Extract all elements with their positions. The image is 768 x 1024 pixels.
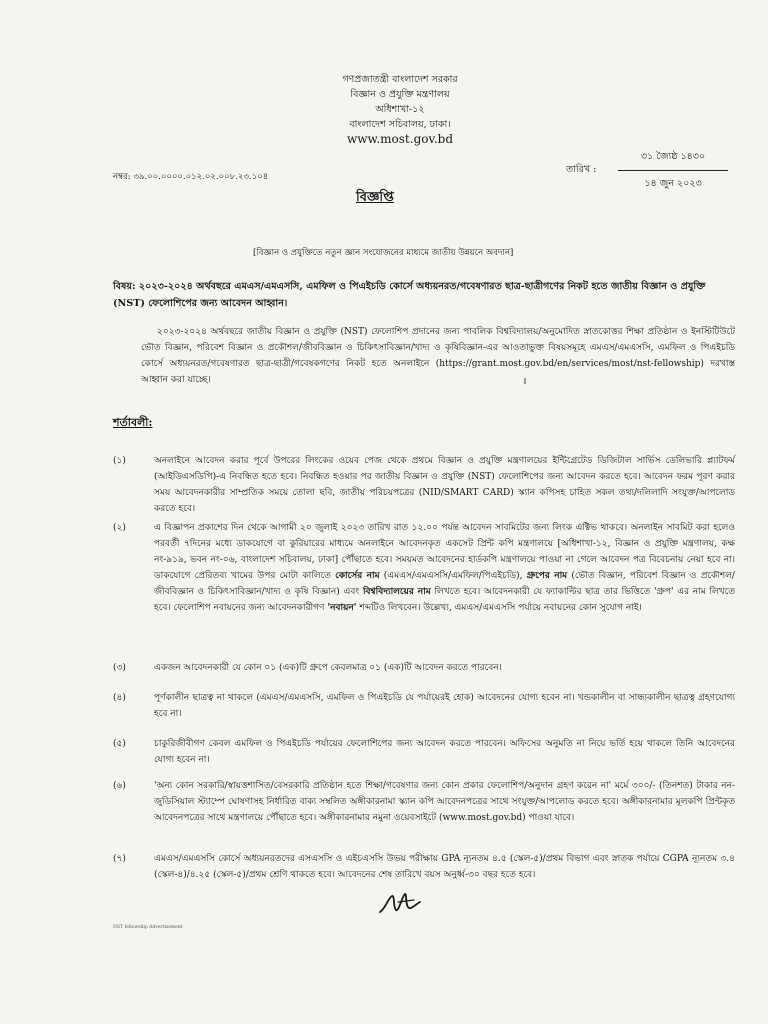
ministry-name: বিজ্ঞান ও প্রযুক্তি মন্ত্রণালয়: [350, 89, 450, 100]
condition-text: এমএস/এমএসসি কোর্সে অধ্যয়নরতদের এসএসসি ও এইচএসসি উভয় পরীক্ষায় GPA ন্যূনতম ৪.৫ (স্কেল-৫)/প্রথম বিভাগ এবং স্নাতক পর্যায়ে CGPA ন্যূনতম ৩.৪ (স্কেল-৪)/৪.২৫ (স্কেল-৫)/প্রথম শ্রেণি থাকতে হবে। আবেদনের শেষ তারিখে বয়স অনুর্ধ্ব-৩০ বছর হতে হবে।: [154, 854, 735, 880]
condition-item: [113, 778, 735, 826]
memo-number: নম্বর: ৩৯.০০.০০০০.০১২.০২.০০৮.২৩.১০৪: [113, 172, 269, 182]
footer-note: NST fellowship Advertisement: [113, 925, 183, 930]
course-name-emphasis: কোর্সের নাম: [335, 571, 380, 581]
condition-number: (১): [113, 456, 126, 466]
letterhead: [230, 72, 570, 147]
condition-text: চাকুরিজীবীগণ কেবল এমফিল ও পিএইচডি পর্যায়ের ফেলোশিপের জন্য আবেদন করতে পারবেন। অফিসের অনুমতি না নিয়ে ভর্তি হয়ে থাকলে তিনি আবেদনের যোগ্য হবেন না।: [154, 739, 735, 765]
condition-text: অনলাইনে আবেদন করার পূর্বে উপরের লিংকের ওয়েব পেজ থেকে প্রথমে বিজ্ঞান ও প্রযুক্তি মন্ত্রণালয়ের ইন্টিগ্রেটেড ডিজিটাল সার্ভিস ডেলিভারি প্ল্যাটফর্ম (আইডিএসডিপি)-এ নিবন্ধিত হতে হবে। নিবন্ধিত হওয়ার পর জাতীয় বিজ্ঞান ও প্রযুক্তি (NST) ফেলোশিপের জন্য আবেদন করতে হবে। আবেদন ফরম পূরণ করার সময় আবেদনকারীর সাম্প্রতিক সময়ে তোলা ছবি, জাতীয় পরিচয়পত্রের (NID/SMART CARD) স্ক্যান কপিসহ চাহিত সকল তথ্য/দলিলাদি সংযুক্ত/আপলোড করতে হবে।: [154, 456, 735, 514]
subject-label: বিষয়:: [113, 281, 136, 292]
condition-text-part: (ভৌত বিজ্ঞান, পরিবেশ বিজ্ঞান ও প্রকৌশল/জীববিজ্ঞান ও চিকিৎসাবিজ্ঞান/খাদ্য ও কৃষি বিজ্ঞান) এবং: [154, 571, 735, 597]
website-link[interactable]: www.most.gov.bd: [346, 132, 454, 146]
notice-title: বিজ্ঞপ্তি: [356, 190, 394, 205]
condition-text: 'অন্য কোন সরকারি/স্বায়ত্তশাসিত/বেসরকারি প্রতিষ্ঠান হতে শিক্ষা/গবেষণার জন্য কোন প্রকার ফেলোশিপ/অনুদান গ্রহণ করেন না' মর্মে ৩০০/- (তিনশত) টাকার নন-জুডিসিয়াল স্ট্যাম্পে ঘোষণাসহ নির্ধারিত বাক্য সম্বলিত অঙ্গীকারনামা স্ক্যান কপি আবেদনপত্রের সাথে সংযুক্ত/আপলোড করতে হবে। অঙ্গীকারনামার মূলকপি প্রিন্টকৃত আবেদনপত্রের সাথে মন্ত্রণালয়ে পৌঁছাতে হবে। অঙ্গীকারনামার নমুনা ওয়েবসাইটে (www.most.gov.bd) পাওয়া যাবে।: [154, 781, 735, 823]
condition-item: [113, 851, 735, 883]
condition-number: (৪): [113, 693, 126, 703]
condition-item: [113, 690, 735, 722]
intro-paragraph: ২০২৩-২০২৪ অর্থবছরে জাতীয় বিজ্ঞান ও প্রযুক্তি (NST) ফেলোশিপ প্রদানের জন্য পাবলিক বিশ্ববিদ্যালয়/অনুমোদিত স্নাতকোত্তর শিক্ষা প্রতিষ্ঠান ও ইনস্টিটিউটে ভৌত বিজ্ঞান, পরিবেশ বিজ্ঞান ও প্রকৌশল/জীববিজ্ঞান ও চিকিৎসাবিজ্ঞান/খাদ্য ও কৃষিবিজ্ঞান-এর আওতাভুক্ত বিষয়সমূহে এমএস/এমএসসি, এমফিল ও পিএইচডি কোর্সে অধ্যয়নরত/গবেষণারত ছাত্র-ছাত্রী/গবেষকগণের নিকট হতে অনলাইনে (https://grant.most.gov.bd/en/services/most/nst-fellowship) দরখাস্ত আহ্বান করা যাচ্ছে।: [141, 327, 735, 385]
govt-name: গণপ্রজাতন্ত্রী বাংলাদেশ সরকার: [342, 74, 458, 85]
condition-number: (৫): [113, 739, 126, 749]
condition-text: একজন আবেদনকারী যে কোন ০১ (এক)টি গ্রুপে কেবলমাত্র ০১ (এক)টি আবেদন করতে পারবেন।: [154, 663, 502, 673]
university-name-emphasis: বিশ্ববিদ্যালয়ের নাম: [362, 587, 431, 597]
condition-text-part: (এমএস/এমএসসি/এমফিল/পিএইচডি),: [383, 571, 523, 581]
signature-icon: [378, 890, 422, 920]
condition-text-part: এ বিজ্ঞাপন প্রকাশের দিন থেকে আগামী ২০ জুলাই ২০২৩ তারিখ রাত ১২.০০ পর্যন্ত আবেদন সাবমিটের জন্য লিংক এক্টিভ থাকবে। অনলাইন সাবমিট করা হলেও পরবর্তী ৭দিনের মধ্যে ডাকযোগে বা কুরিয়ারের মাধ্যমে অনলাইনে আবেদনকৃত একসেট প্রিন্ট কপি মন্ত্রণালয়ে [অধিশাখা-১২, বিজ্ঞান ও প্রযুক্তি মন্ত্রণালয়, কক্ষ নং-৯১৯, ভবন নং-০৬, বাংলাদেশ সচিবালয়, ঢাকা] পৌঁছাতে হবে। সময়মত আবেদনের হার্ডকপি মন্ত্রণালয়ে পাওয়া না গেলে আবেদন পত্র বিবেচনায় নেয়া হবে না। ডাকযোগে প্রেরিতব্য খামের উপর মোটা কালিতে: [154, 523, 735, 581]
scan-mark: [524, 378, 526, 384]
condition-item: [113, 660, 735, 676]
condition-text: পূর্ণকালীন ছাত্রত্ব না থাকলে (এমএস/এমএসসি, এমফিল ও পিএইচডি যে পর্যায়েরই হোক) আবেদনের যোগ্য হবেন না। খন্ডকালীন বা সান্ধ্যকালীন ছাত্রত্ব গ্রহণযোগ্য হবে না।: [154, 693, 735, 719]
condition-number: (২): [113, 523, 126, 533]
condition-item: [113, 736, 735, 768]
condition-item: [113, 520, 735, 616]
tagline: [বিজ্ঞান ও প্রযুক্তিতে নতুন জ্ঞান সংযোজনের মাধ্যমে জাতীয় উন্নয়নে অবদান]: [253, 248, 514, 258]
condition-item: [113, 453, 735, 517]
section-name: অধিশাখা-১২: [375, 104, 425, 115]
group-name-emphasis: গ্রুপের নাম: [526, 571, 568, 581]
condition-number: (৩): [113, 663, 126, 673]
date-bangla: ৩১ জ্যৈষ্ঠ ১৪৩০: [618, 150, 728, 171]
date-label: তারিখ :: [566, 164, 597, 175]
renewal-emphasis: 'নবায়ন': [327, 603, 357, 613]
office-address: বাংলাদেশ সচিবালয়, ঢাকা।: [349, 119, 451, 130]
condition-number: (৭): [113, 854, 126, 864]
condition-text-part: লিখতে হবে। আবেদনকারী যে ফ্যাকাল্টির ছাত্র তার ভিত্তিতে 'গ্রুপ' এর নাম লিখতে হবে। ফেলোশিপ নবায়নের জন্য আবেদনকারীগণ: [154, 587, 735, 613]
condition-number: (৬): [113, 781, 126, 791]
condition-text-part: শব্দটিও লিখবেন। উল্লেখ্য, এমএস/এমএসসি পর্যায়ে নবায়নের কোন সুযোগ নাই।: [359, 603, 642, 613]
conditions-title: শর্তাবলী:: [113, 416, 153, 429]
condition-text: [154, 520, 735, 616]
subject-line: [113, 278, 735, 312]
subject-text: ২০২৩-২০২৪ অর্থবছরে এমএস/এমএসসি, এমফিল ও পিএইচডি কোর্সে অধ্যয়নরত/গবেষণারত ছাত্র-ছাত্রীগণের নিকট হতে জাতীয় বিজ্ঞান ও প্রযুক্তি (NST) ফেলোশিপের জন্য আবেদন আহ্বান।: [113, 281, 706, 309]
date-block: [618, 150, 728, 192]
date-english: ১৪ জুন ২০২৩: [644, 178, 702, 189]
